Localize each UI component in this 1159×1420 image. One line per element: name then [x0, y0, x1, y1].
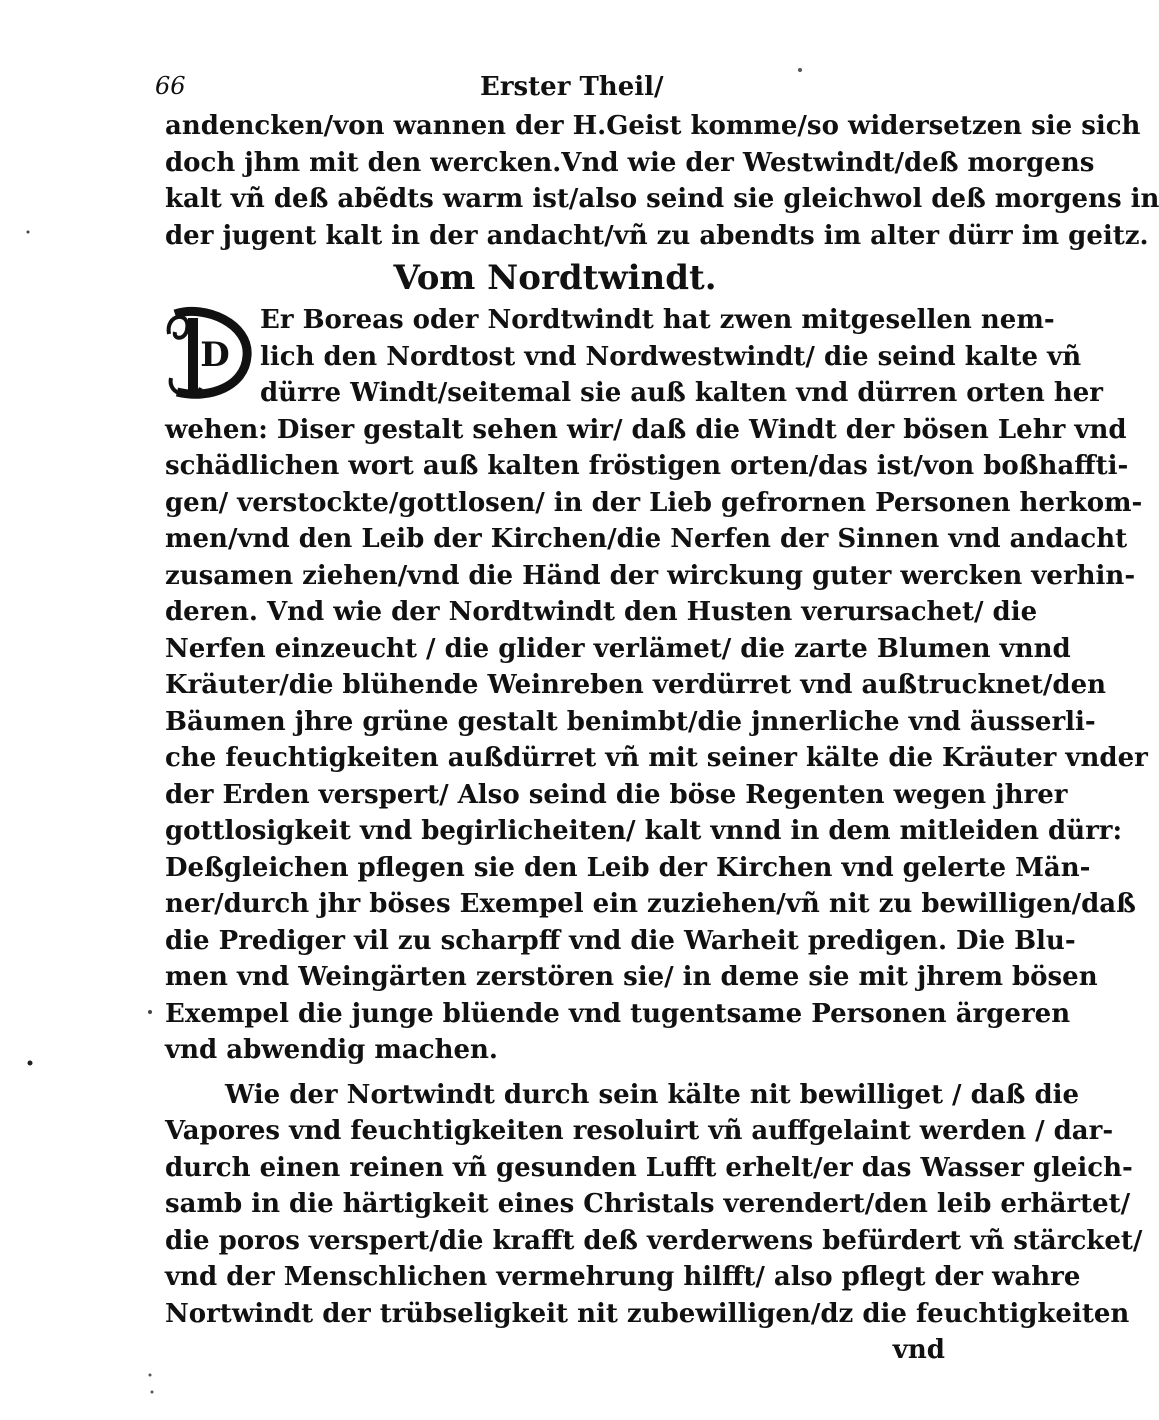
text-line: gottlosigkeit vnd begirlicheiten/ kalt vnnd in dem mitleiden dürr: — [165, 816, 1123, 846]
text-line: men/vnd den Leib der Kirchen/die Nerfen der Sinnen vnd andacht — [165, 524, 1128, 554]
section-heading: Vom Nordtwindt. — [393, 258, 717, 298]
text-line: Deßgleichen pflegen sie den Leib der Kirchen vnd gelerte Män- — [165, 852, 1091, 883]
text-line: Exempel die junge blüende vnd tugentsame Personen ärgeren — [165, 998, 1071, 1029]
text-line: Nortwindt der trübseligkeit nit zubewilligen/dz die feuchtigkeiten — [165, 1298, 1130, 1329]
text-line: samb in die härtigkeit eines Christals verendert/den leib erhärtet/ — [165, 1189, 1131, 1219]
text-line: durch einen reinen vñ gesunden Lufft erhelt/er das Wasser gleich- — [165, 1152, 1133, 1183]
text-line: andencken/von wannen der H.Geist komme/so widersetzen sie sich — [165, 111, 1141, 141]
page-number: 66 — [155, 72, 186, 100]
text-line: Vapores vnd feuchtigkeiten resoluirt vñ auffgelaint werden / dar- — [165, 1116, 1114, 1146]
text-line: Kräuter/die blühende Weinreben verdürret vnd außtrucknet/den — [165, 670, 1107, 700]
text-line: zusamen ziehen/vnd die Händ der wirckung guter wercken verhin- — [165, 560, 1136, 591]
text-line: deren. Vnd wie der Nordtwindt den Husten verursachet/ die — [165, 597, 1038, 627]
text-line: men vnd Weingärten zerstören sie/ in deme sie mit jhrem bösen — [165, 962, 1098, 992]
text-line: gen/ verstockte/gottlosen/ in der Lieb gefrornen Personen herkom- — [165, 487, 1143, 518]
text-line: lich den Nordtost vnd Nordwestwindt/ die seind kalte vñ — [260, 341, 1082, 372]
text-line: der Erden verspert/ Also seind die böse Regenten wegen jhrer — [165, 779, 1068, 810]
drop-cap-letter: D — [200, 335, 230, 375]
text-line: Er Boreas oder Nordtwindt hat zwen mitgesellen nem- — [260, 305, 1055, 335]
paragraph-first-line: Wie der Nortwindt durch sein kälte nit bewilliget / daß die — [225, 1079, 1080, 1110]
text-line: die Prediger vil zu scharpff vnd die Warheit predigen. Die Blu- — [165, 925, 1076, 956]
text-line: schädlichen wort auß kalten fröstigen orten/das ist/von boßhaffti- — [165, 451, 1129, 481]
text-line: ner/durch jhr böses Exempel ein zuziehen/vñ nit zu bewilligen/daß — [165, 889, 1136, 919]
paragraph-last-line: vnd abwendig machen. — [165, 1035, 498, 1065]
text-line: che feuchtigkeiten außdürret vñ mit seiner kälte die Kräuter vnder — [165, 743, 1148, 773]
text-line: dürre Windt/seitemal sie auß kalten vnd dürren orten her — [260, 378, 1103, 408]
text-line: doch jhm mit den wercken.Vnd wie der Westwindt/deß morgens — [165, 147, 1095, 178]
text-line: wehen: Diser gestalt sehen wir/ daß die Windt der bösen Lehr vnd — [165, 414, 1127, 445]
catchword: vnd — [892, 1335, 945, 1365]
text-line: die poros verspert/die krafft deß verderwens befürdert vñ stärcket/ — [165, 1225, 1143, 1256]
text-line: der jugent kalt in der andacht/vñ zu abendts im alter dürr im geitz. — [165, 220, 1149, 251]
text-line: Nerfen einzeucht / die glider verlämet/ die zarte Blumen vnnd — [165, 633, 1071, 664]
text-line: vnd der Menschlichen vermehrung hilfft/ also pflegt der wahre — [165, 1262, 1081, 1292]
text-line: kalt vñ deß abẽdts warm ist/also seind sie gleichwol deß morgens in — [165, 184, 1159, 214]
running-head: Erster Theil/ — [480, 72, 664, 102]
text-line: Bäumen jhre grüne gestalt benimbt/die jnnerliche vnd äusserli- — [165, 706, 1096, 737]
